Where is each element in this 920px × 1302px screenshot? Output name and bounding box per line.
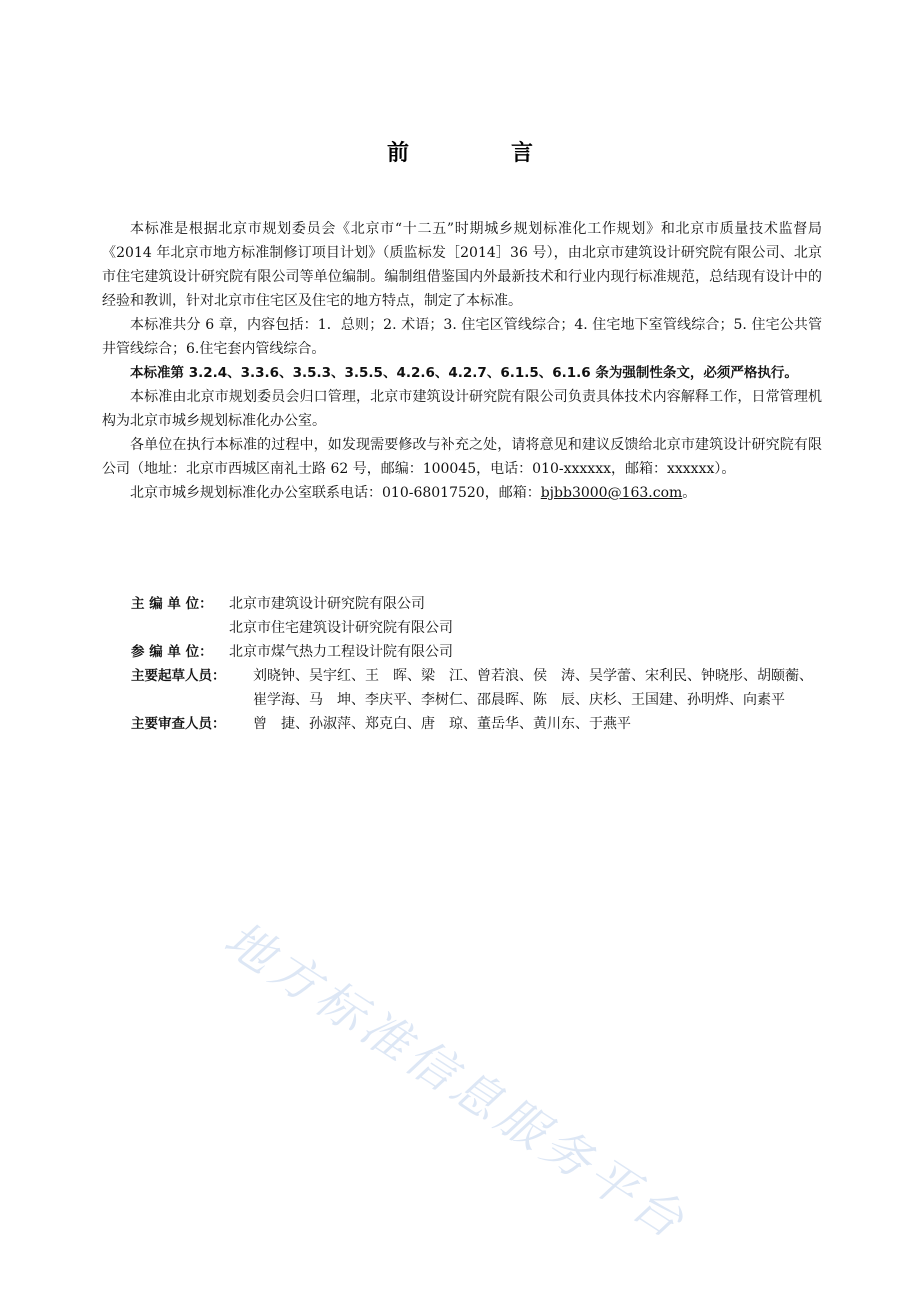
chief-editor-unit-2: 北京市住宅建筑设计研究院有限公司 [229, 620, 453, 636]
chief-editor-unit-1: 北京市建筑设计研究院有限公司 [229, 596, 425, 612]
foreword-body [102, 217, 822, 505]
paragraph-feedback: 各单位在执行本标准的过程中，如发现需要修改与补充之处，请将意见和建议反馈给北京市建筑设计研究院有限公司（地址：北京市西城区南礼士路 62 号，邮编：100045，电话：010-xxxxxx，邮箱：xxxxxx）。 [102, 437, 822, 477]
chief-editor-label: 主 编 单 位： [131, 596, 213, 612]
drafters-label: 主要起草人员： [131, 668, 226, 684]
drafters-row [131, 664, 831, 712]
drafters-list: 刘晓钟、吴宇红、王 晖、梁 江、曾若浪、侯 涛、吴学蕾、宋利民、钟晓彤、胡颐蘅、崔学海、马 坤、李庆平、李树仁、邵晨晖、陈 辰、庆杉、王国建、孙明烨、向素平 [253, 668, 813, 708]
contact-text: 北京市城乡规划标准化办公室联系电话：010-68017520，邮箱： [130, 485, 541, 501]
participant-label: 参 编 单 位： [131, 644, 213, 660]
chief-editor-row [131, 592, 831, 616]
page-title: 前 言 [386, 141, 573, 166]
watermark: 地方标准信息服务平台 [214, 910, 698, 1252]
contact-email-link[interactable]: bjbb3000@163.com [540, 485, 683, 501]
reviewers-label: 主要审查人员： [131, 716, 226, 732]
paragraph-management: 本标准由北京市规划委员会归口管理，北京市建筑设计研究院有限公司负责具体技术内容解释工作，日常管理机构为北京市城乡规划标准化办公室。 [102, 389, 822, 429]
participant-unit-1: 北京市煤气热力工程设计院有限公司 [229, 644, 453, 660]
contact-suffix: 。 [682, 485, 697, 501]
paragraph-mandatory-clauses: 本标准第 3.2.4、3.3.6、3.5.3、3.5.5、4.2.6、4.2.7、6.1.5、6.1.6 条为强制性条文，必须严格执行。 [130, 365, 798, 381]
paragraph-origin: 本标准是根据北京市规划委员会《北京市“十二五”时期城乡规划标准化工作规划》和北京市质量技术监督局《2014 年北京市地方标准制修订项目计划》（质监标发［2014］36 号），由北京市建筑设计研究院有限公司、北京市住宅建筑设计研究院有限公司等单位编制。编制组借鉴国内外最新技术和行业内现行标准规范，总结现有设计中的经验和教训，针对北京市住宅区及住宅的地方特点，制定了本标准。 [102, 221, 822, 309]
paragraph-contact [102, 481, 822, 505]
participant-row [131, 640, 831, 664]
reviewers-row [131, 712, 831, 736]
reviewers-list: 曾 捷、孙淑萍、郑克白、唐 琼、董岳华、黄川东、于燕平 [253, 716, 631, 732]
credits-section [131, 592, 831, 736]
paragraph-chapters: 本标准共分 6 章，内容包括：1．总则；2. 术语；3. 住宅区管线综合；4. 住宅地下室管线综合；5. 住宅公共管井管线综合；6.住宅套内管线综合。 [102, 317, 822, 357]
